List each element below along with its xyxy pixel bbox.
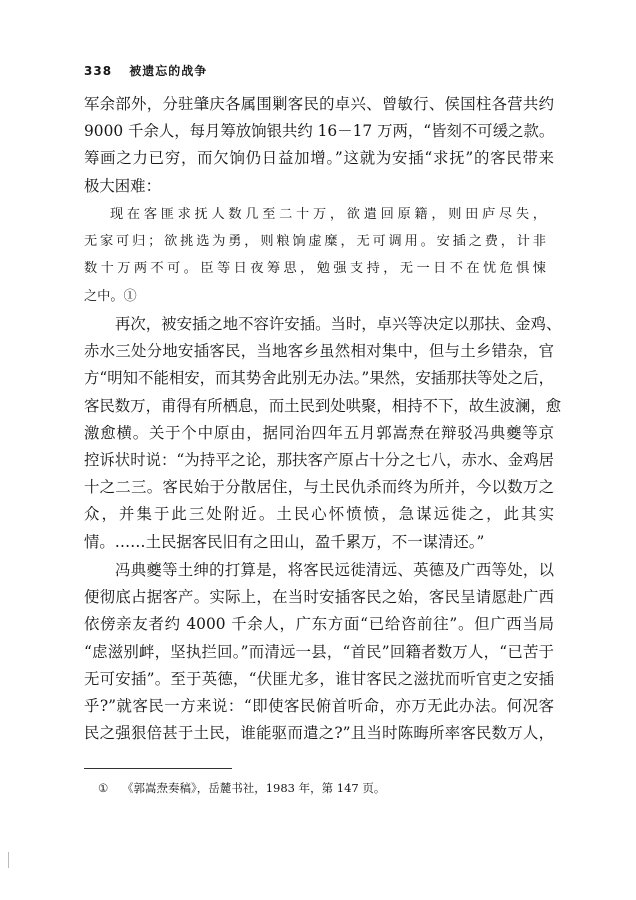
paragraph-2 bbox=[84, 311, 562, 556]
text-line: 筹画之力已穷，而欠饷仍日益加增。”这就为安插“求抚”的客民带来 bbox=[84, 149, 554, 168]
text-line: “虑滋别衅，坚执拦回。”而清远一县，“首民”回籍者数万人，“已苦于 bbox=[84, 642, 554, 661]
footnote-mark: ① bbox=[98, 781, 109, 795]
text-line: 冯典夔等土绅的打算是，将客民远徙清远、英德及广西等处，以 bbox=[115, 561, 554, 579]
paragraph-3 bbox=[84, 557, 554, 747]
text-line: 便彻底占据客产。实际上，在当时安插客民之始，客民呈请愿赴广西 bbox=[84, 588, 554, 607]
text-line: 军余部外，分驻肇庆各属围剿客民的卓兴、曾敏行、侯国柱各营共约 bbox=[84, 95, 554, 113]
text-line: 乎?”就客民一方来说：“即使客民俯首听命，亦万无此办法。何况客 bbox=[84, 696, 554, 715]
block-quote bbox=[84, 201, 546, 310]
text-line: 控诉状时说：“为持平之论，那扶客产原占十分之七八，赤水、金鸡居 bbox=[84, 450, 554, 469]
paragraph-1 bbox=[84, 91, 554, 200]
text-line: 方“明知不能相安，而其势舍此别无办法。”果然，安插那扶等处之后， bbox=[84, 369, 554, 388]
text-line: 众，并集于此三处附近。土民心怀愤愤，急谋远徙之，此其实 bbox=[84, 505, 554, 524]
quote-line: 之中。① bbox=[84, 288, 137, 304]
footnote-text: 《郭嵩焘奏稿》，岳麓书社，1983 年，第 147 页。 bbox=[121, 781, 386, 795]
book-title: 被遗忘的战争 bbox=[129, 64, 208, 78]
text-line: 十之二三。客民始于分散居住，与土民仇杀而终为所并，今以数万之 bbox=[84, 478, 554, 497]
footnote bbox=[98, 780, 385, 796]
text-line: 依傍亲友者约 4000 千余人，广东方面“已给咨前往”。但广西当局 bbox=[84, 615, 554, 634]
scan-artifact bbox=[8, 852, 9, 868]
text-line: 再次，被安插之地不容许安插。当时，卓兴等决定以那扶、金鸡、 bbox=[115, 315, 562, 333]
text-line: 赤水三处分地安插客民，当地客乡虽然相对集中，但与土乡错杂，官 bbox=[84, 342, 554, 361]
text-line: 情。……土民据客民旧有之田山，盈千累万，不一谋清还。” bbox=[84, 532, 485, 551]
text-line: 无可安插”。至于英德，“伏匪尤多，谁甘客民之滋扰而听官吏之安插 bbox=[84, 669, 554, 688]
quote-line: 无家可归；欲挑选为勇，则粮饷虚糜，无可调用。安插之费，计非 bbox=[84, 234, 546, 250]
text-line: 客民数万，甫得有所栖息，而土民到处哄聚，相持不下，故生波澜，愈 bbox=[84, 396, 562, 415]
running-header bbox=[84, 62, 207, 79]
text-line: 9000 千余人，每月筹放饷银共约 16－17 万两，“皆刻不可缓之款。 bbox=[84, 122, 555, 141]
text-line: 激愈横。关于个中原由，据同治四年五月郭嵩焘在辩驳冯典夔等京 bbox=[84, 423, 554, 442]
footnote-divider bbox=[84, 768, 232, 769]
text-line: 极大困难： bbox=[84, 176, 161, 195]
text-line: 民之强狠倍甚于土民，谁能驱而遣之?”且当时陈晦所率客民数万人， bbox=[84, 724, 554, 743]
quote-line: 现在客匪求抚人数几至二十万，欲遣回原籍，则田庐尽失， bbox=[110, 207, 546, 222]
page-number: 338 bbox=[84, 64, 113, 78]
quote-line: 数十万两不可。臣等日夜筹思，勉强支持，无一日不在忧危惧悚 bbox=[84, 261, 546, 277]
